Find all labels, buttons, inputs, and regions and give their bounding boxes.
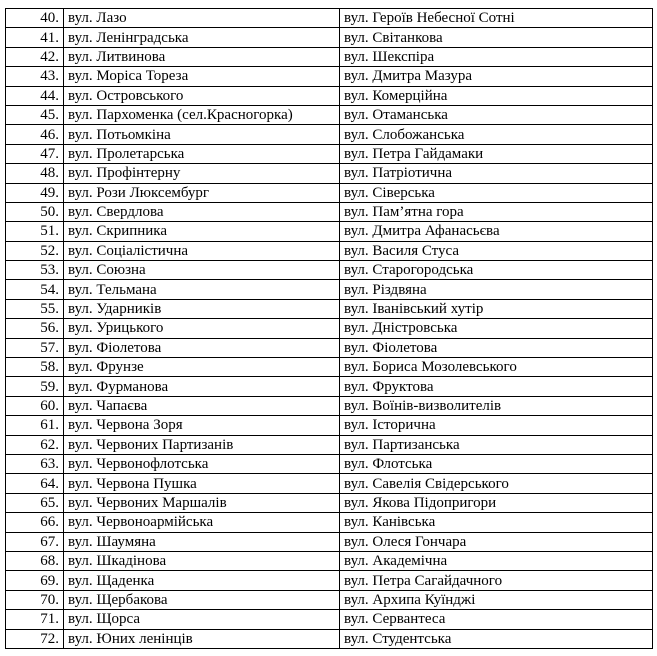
new-street-name: вул. Канівська — [340, 513, 653, 532]
row-number: 44. — [6, 86, 64, 105]
new-street-name: вул. Пам’ятна гора — [340, 202, 653, 221]
row-number: 40. — [6, 9, 64, 28]
table-row — [6, 416, 653, 435]
table-row — [6, 493, 653, 512]
old-street-name: вул. Щаденка — [64, 571, 340, 590]
new-street-name: вул. Слобожанська — [340, 125, 653, 144]
new-street-name: вул. Якова Підопригори — [340, 493, 653, 512]
old-street-name: вул. Пархоменка (сел.Красногорка) — [64, 105, 340, 124]
old-street-name: вул. Соціалістична — [64, 241, 340, 260]
row-number: 54. — [6, 280, 64, 299]
row-number: 49. — [6, 183, 64, 202]
table-row — [6, 144, 653, 163]
row-number: 41. — [6, 28, 64, 47]
new-street-name: вул. Шекспіра — [340, 47, 653, 66]
old-street-name: вул. Пролетарська — [64, 144, 340, 163]
new-street-name: вул. Флотська — [340, 454, 653, 473]
old-street-name: вул. Профінтерну — [64, 164, 340, 183]
new-street-name: вул. Дмитра Афанасьєва — [340, 222, 653, 241]
table-row — [6, 319, 653, 338]
table-row — [6, 454, 653, 473]
table-row — [6, 338, 653, 357]
row-number: 70. — [6, 590, 64, 609]
new-street-name: вул. Василя Стуса — [340, 241, 653, 260]
new-street-name: вул. Савелія Свідерського — [340, 474, 653, 493]
new-street-name: вул. Отаманська — [340, 105, 653, 124]
table-row — [6, 590, 653, 609]
new-street-name: вул. Комерційна — [340, 86, 653, 105]
table-row — [6, 571, 653, 590]
row-number: 69. — [6, 571, 64, 590]
row-number: 65. — [6, 493, 64, 512]
old-street-name: вул. Литвинова — [64, 47, 340, 66]
table-row — [6, 67, 653, 86]
old-street-name: вул. Лазо — [64, 9, 340, 28]
table-row — [6, 513, 653, 532]
old-street-name: вул. Щорса — [64, 610, 340, 629]
table-row — [6, 222, 653, 241]
row-number: 47. — [6, 144, 64, 163]
old-street-name: вул. Червоних Маршалів — [64, 493, 340, 512]
new-street-name: вул. Фруктова — [340, 377, 653, 396]
old-street-name: вул. Тельмана — [64, 280, 340, 299]
old-street-name: вул. Ленінградська — [64, 28, 340, 47]
table-row — [6, 164, 653, 183]
row-number: 67. — [6, 532, 64, 551]
row-number: 57. — [6, 338, 64, 357]
street-rename-table — [5, 8, 653, 649]
table-body — [6, 9, 653, 649]
old-street-name: вул. Фурманова — [64, 377, 340, 396]
new-street-name: вул. Світанкова — [340, 28, 653, 47]
table-row — [6, 377, 653, 396]
new-street-name: вул. Бориса Мозолевського — [340, 358, 653, 377]
new-street-name: вул. Студентська — [340, 629, 653, 648]
old-street-name: вул. Рози Люксембург — [64, 183, 340, 202]
row-number: 52. — [6, 241, 64, 260]
row-number: 58. — [6, 358, 64, 377]
old-street-name: вул. Шкадінова — [64, 551, 340, 570]
row-number: 56. — [6, 319, 64, 338]
row-number: 42. — [6, 47, 64, 66]
row-number: 48. — [6, 164, 64, 183]
row-number: 46. — [6, 125, 64, 144]
table-row — [6, 241, 653, 260]
new-street-name: вул. Старогородська — [340, 261, 653, 280]
row-number: 43. — [6, 67, 64, 86]
old-street-name: вул. Юних ленінців — [64, 629, 340, 648]
table-row — [6, 105, 653, 124]
row-number: 59. — [6, 377, 64, 396]
row-number: 68. — [6, 551, 64, 570]
row-number: 61. — [6, 416, 64, 435]
old-street-name: вул. Скрипника — [64, 222, 340, 241]
table-row — [6, 9, 653, 28]
row-number: 64. — [6, 474, 64, 493]
table-row — [6, 183, 653, 202]
table-row — [6, 532, 653, 551]
row-number: 45. — [6, 105, 64, 124]
table-row — [6, 358, 653, 377]
old-street-name: вул. Урицького — [64, 319, 340, 338]
table-row — [6, 261, 653, 280]
old-street-name: вул. Червона Пушка — [64, 474, 340, 493]
new-street-name: вул. Фіолетова — [340, 338, 653, 357]
old-street-name: вул. Шаумяна — [64, 532, 340, 551]
row-number: 51. — [6, 222, 64, 241]
table-row — [6, 280, 653, 299]
table-row — [6, 629, 653, 648]
old-street-name: вул. Червона Зоря — [64, 416, 340, 435]
row-number: 60. — [6, 396, 64, 415]
table-row — [6, 610, 653, 629]
old-street-name: вул. Фрунзе — [64, 358, 340, 377]
new-street-name: вул. Історична — [340, 416, 653, 435]
new-street-name: вул. Воїнів-визволителів — [340, 396, 653, 415]
new-street-name: вул. Героїв Небесної Сотні — [340, 9, 653, 28]
row-number: 50. — [6, 202, 64, 221]
table-row — [6, 435, 653, 454]
table-row — [6, 125, 653, 144]
new-street-name: вул. Архипа Куїнджі — [340, 590, 653, 609]
old-street-name: вул. Ударників — [64, 299, 340, 318]
old-street-name: вул. Союзна — [64, 261, 340, 280]
new-street-name: вул. Академічна — [340, 551, 653, 570]
new-street-name: вул. Петра Гайдамаки — [340, 144, 653, 163]
row-number: 63. — [6, 454, 64, 473]
new-street-name: вул. Різдвяна — [340, 280, 653, 299]
new-street-name: вул. Сіверська — [340, 183, 653, 202]
old-street-name: вул. Червонофлотська — [64, 454, 340, 473]
new-street-name: вул. Іванівський хутір — [340, 299, 653, 318]
old-street-name: вул. Фіолетова — [64, 338, 340, 357]
new-street-name: вул. Партизанська — [340, 435, 653, 454]
row-number: 62. — [6, 435, 64, 454]
new-street-name: вул. Петра Сагайдачного — [340, 571, 653, 590]
row-number: 53. — [6, 261, 64, 280]
row-number: 72. — [6, 629, 64, 648]
table-row — [6, 551, 653, 570]
table-row — [6, 28, 653, 47]
old-street-name: вул. Щербакова — [64, 590, 340, 609]
street-rename-document — [5, 8, 652, 649]
table-row — [6, 86, 653, 105]
row-number: 71. — [6, 610, 64, 629]
old-street-name: вул. Островського — [64, 86, 340, 105]
new-street-name: вул. Патріотична — [340, 164, 653, 183]
old-street-name: вул. Червоноармійська — [64, 513, 340, 532]
row-number: 55. — [6, 299, 64, 318]
old-street-name: вул. Потьомкіна — [64, 125, 340, 144]
table-row — [6, 474, 653, 493]
table-row — [6, 202, 653, 221]
table-row — [6, 299, 653, 318]
old-street-name: вул. Червоних Партизанів — [64, 435, 340, 454]
new-street-name: вул. Дмитра Мазура — [340, 67, 653, 86]
table-row — [6, 47, 653, 66]
old-street-name: вул. Чапаєва — [64, 396, 340, 415]
new-street-name: вул. Олеся Гончара — [340, 532, 653, 551]
new-street-name: вул. Дністровська — [340, 319, 653, 338]
row-number: 66. — [6, 513, 64, 532]
new-street-name: вул. Сервантеса — [340, 610, 653, 629]
table-row — [6, 396, 653, 415]
old-street-name: вул. Моріса Тореза — [64, 67, 340, 86]
old-street-name: вул. Свердлова — [64, 202, 340, 221]
